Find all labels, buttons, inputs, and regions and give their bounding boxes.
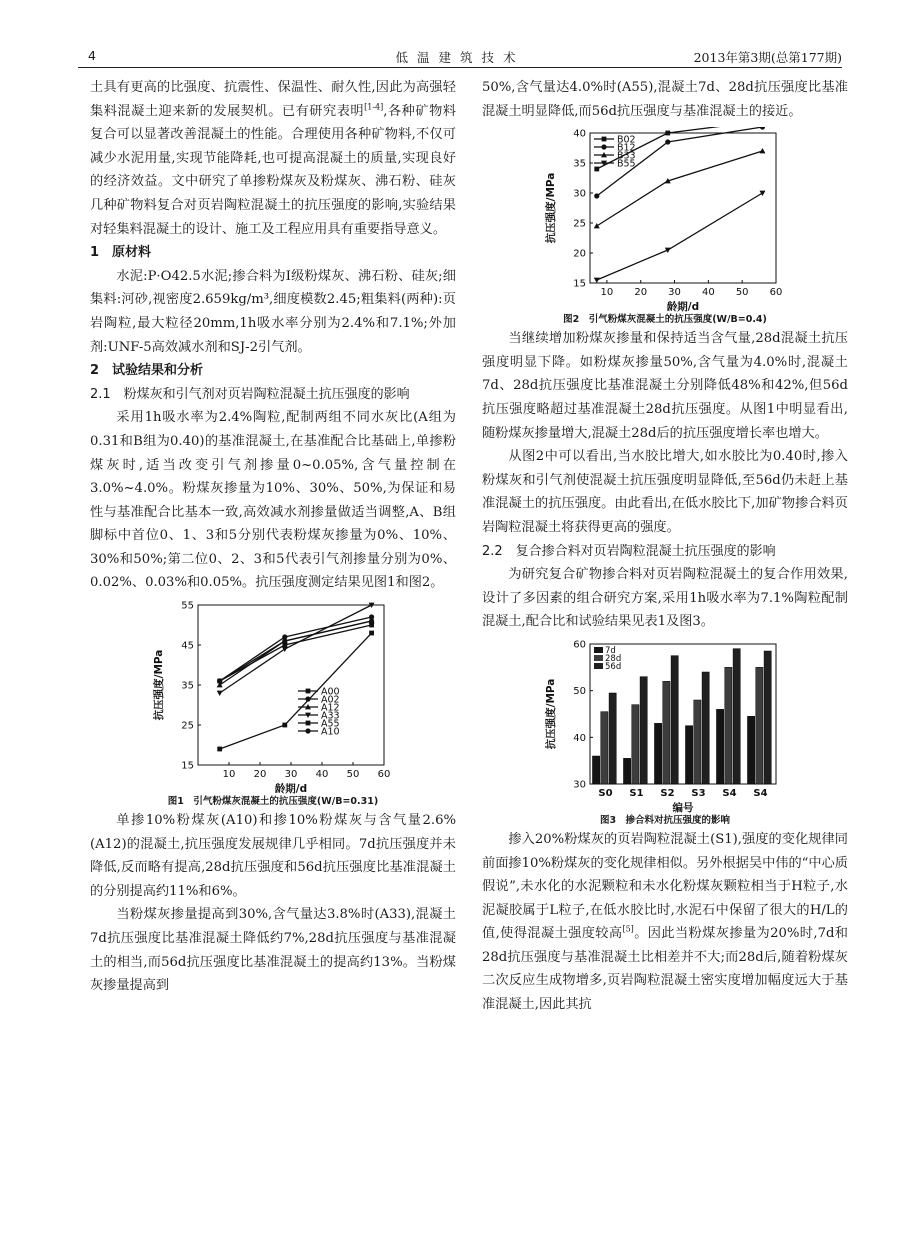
x-axis-label: 编号 <box>672 801 694 814</box>
y-axis-label: 抗压强度/MPa <box>545 172 557 244</box>
legend-label: B12 <box>617 142 636 154</box>
x-tick-label: S4 <box>722 787 737 799</box>
x-tick-label: 40 <box>701 287 715 299</box>
x-tick-label: 60 <box>377 769 391 781</box>
bar-7d <box>623 758 630 784</box>
figure-1-chart <box>148 599 398 795</box>
header-rule <box>78 67 842 68</box>
data-point-b02 <box>665 131 670 136</box>
y-tick-label: 20 <box>573 248 586 260</box>
legend-swatch <box>594 663 603 669</box>
data-point-a55 <box>282 723 287 728</box>
b-intro-paragraph: 当继续增加粉煤灰掺量和保持适当含气量,28d混凝土抗压强度明显下降。如粉煤灰掺量50%,含气量为4.0%时,混凝土7d、28d抗压强度比基准混凝土分别降低48%和42%,但56d抗压强度略超过基准混凝土28d抗压强度。从图1中明显看出,随粉煤灰掺量增大,混凝土28d后的抗压强度增长率也增大。 <box>482 331 848 441</box>
y-tick-label: 35 <box>573 158 586 170</box>
figure-2-caption: 图2 引气粉煤灰混凝土的抗压强度(W/B=0.4) <box>563 314 767 326</box>
legend-label: A33 <box>321 710 340 722</box>
bar-28d <box>632 705 639 784</box>
y-axis-label: 抗压强度/MPa <box>545 678 557 750</box>
legend-swatch <box>594 655 603 661</box>
a33-paragraph: 当粉煤灰掺量提高到30%,含气量达3.8%时(A33),混凝土7d抗压强度比基准混凝土降低约7%,28d抗压强度与基准混凝土的相当,而56d抗压强度比基准混凝土的提高约13%。当粉煤灰掺量提高到 <box>90 907 456 994</box>
data-point-a10 <box>282 638 287 643</box>
legend-swatch <box>594 647 603 653</box>
y-tick-label: 50 <box>573 686 586 698</box>
journal-title: 低温建筑技术 <box>395 50 525 65</box>
y-tick-label: 15 <box>573 278 586 290</box>
legend-label: B55 <box>617 158 636 170</box>
figure-3-caption: 图3 掺合料对抗压强度的影响 <box>599 814 731 826</box>
series-line-b55 <box>597 193 763 280</box>
issue-info: 2013年第3期(总第177期) <box>693 50 842 65</box>
citation: [1-4] <box>364 102 384 112</box>
legend-marker <box>306 721 311 726</box>
materials-paragraph: 水泥:P·O42.5水泥;掺合料为Ⅰ级粉煤灰、沸石粉、硅灰;细集料:河砂,视密度2.659kg/m³,细度模数2.45;粗集料(两种):页岩陶粒,最大粒径20mm,1h吸水率分别为2.4%和7.1%;外加剂:UNF-5高效减水剂和SJ-2引气剂。 <box>90 268 456 355</box>
x-tick-label: 30 <box>284 769 298 781</box>
legend-label: 7d <box>605 645 616 656</box>
y-axis-label: 抗压强度/MPa <box>153 649 165 721</box>
series-line-a33 <box>220 605 372 693</box>
data-point-a55 <box>217 747 222 752</box>
x-axis-label: 龄期/d <box>274 783 308 796</box>
x-tick-label: 50 <box>346 769 360 781</box>
legend-label: B33 <box>617 150 636 162</box>
bar-56d <box>764 651 771 784</box>
bar-28d <box>694 700 701 784</box>
section-2-2-paragraph: 为研究复合矿物掺合料对页岩陶粒混凝土的复合作用效果,设计了多因素的组合研究方案,采用1h吸水率为7.1%陶粒配制混凝土,配合比和试验结果见表1及图3。 <box>482 567 848 630</box>
bar-28d <box>725 667 732 784</box>
x-tick-label: S4 <box>753 787 768 799</box>
legend-label: A00 <box>321 686 340 698</box>
data-point-b33 <box>594 223 600 228</box>
data-point-a33 <box>217 691 223 696</box>
bar-56d <box>671 656 678 784</box>
bar-56d <box>640 677 647 784</box>
fig2-discussion-paragraph: 从图2中可以看出,当水胶比增大,如水胶比为0.40时,掺入粉煤灰和引气剂使混凝土抗压强度明显降低,至56d仍未赶上基准混凝土的抗压强度。由此看出,在低水胶比下,加矿物掺合料页岩陶粒混凝土将获得更高的强度。 <box>482 449 848 535</box>
y-tick-label: 30 <box>573 188 586 200</box>
s1-paragraph: 掺入20%粉煤灰的页岩陶粒混凝土(S1),强度的变化规律同前面掺10%粉煤灰的变化规律相似。另外根据吴中伟的“中心质假说”,未水化的水泥颗粒和未水化粉煤灰颗粒相当于H粒子,水泥凝胶属于L粒子,在低水胶比时,水泥石中保留了很大的H/L的值,使得混凝土强度较高[5]。因此当粉煤灰掺量为20%时,7d和28d抗压强度与基准混凝土比相差并不大;而28d后,随着粉煤灰二次反应生成物增多,页岩陶粒混凝土密实度增加幅度远大于基准混凝土,因此其抗 <box>482 831 848 1013</box>
legend-marker <box>602 137 607 142</box>
bar-7d <box>685 726 692 784</box>
x-axis-label: 龄期/d <box>666 301 700 314</box>
data-point-b33 <box>759 148 765 153</box>
bar-7d <box>654 723 661 784</box>
x-tick-label: 50 <box>735 287 749 299</box>
x-tick-label: 30 <box>668 287 681 299</box>
x-tick-label: 20 <box>253 769 267 781</box>
y-tick-label: 25 <box>181 720 194 732</box>
a10-paragraph: 单掺10%粉煤灰(A10)和掺10%粉煤灰与含气量2.6%(A12)的混凝土,抗压强度发展规律几乎相同。7d抗压强度并未降低,反而略有提高,28d抗压强度和56d抗压强度比基准混凝土的分别提高约11%和6%。 <box>90 813 456 899</box>
data-point-a10 <box>369 618 374 623</box>
intro-paragraph: 土具有更高的比强度、抗震性、保温性、耐久性,因此为高强轻集料混凝土迎来新的发展契机。已有研究表明[1-4],各种矿物料复合可以显著改善混凝土的性能。合理使用各种矿物料,不仅可减少水泥用量,实现节能降耗,也可提高混凝土的质量,实现良好的经济效益。文中研究了单掺粉煤灰及粉煤灰、沸石粉、硅灰几种矿物料复合对页岩陶粒混凝土的抗压强度的影响,实验结果对轻集料混凝土的设计、施工及工程应用具有重要指导意义。 <box>90 80 456 237</box>
legend-marker <box>306 689 311 694</box>
bar-7d <box>592 756 599 784</box>
series-line-a55 <box>220 633 372 749</box>
y-tick-label: 55 <box>181 600 194 612</box>
y-tick-label: 25 <box>573 218 586 230</box>
x-tick-label: S1 <box>629 787 644 799</box>
legend-label: A10 <box>321 726 340 738</box>
bar-28d <box>756 667 763 784</box>
data-point-b12 <box>760 127 765 130</box>
data-point-b55 <box>759 191 765 196</box>
legend-label: 56d <box>605 661 622 672</box>
x-tick-label: 20 <box>634 287 648 299</box>
figure-1-caption: 图1 引气粉煤灰混凝土的抗压强度(W/B=0.31) <box>167 796 379 808</box>
legend-marker <box>305 728 310 733</box>
y-tick-label: 45 <box>181 640 194 652</box>
data-point-a55 <box>369 631 374 636</box>
section-2-title: 2 试验结果和分析 <box>90 363 204 379</box>
a55-paragraph: 50%,含气量达4.0%时(A55),混凝土7d、28d抗压强度比基准混凝土明显降低,而56d抗压强度与基准混凝土的接近。 <box>482 80 848 119</box>
y-tick-label: 30 <box>573 779 586 791</box>
legend-marker <box>601 145 606 150</box>
series-line-a00 <box>220 625 372 681</box>
left-column <box>90 76 456 998</box>
data-point-b02 <box>594 167 599 172</box>
x-tick-label: 10 <box>222 769 236 781</box>
bar-7d <box>747 716 754 784</box>
section-1-title: 1 原材料 <box>90 245 152 261</box>
legend-label: B02 <box>617 134 636 146</box>
bar-56d <box>609 693 616 784</box>
section-2-2-title: 2.2 复合掺合料对页岩陶粒混凝土抗压强度的影响 <box>482 543 776 559</box>
x-tick-label: 10 <box>600 287 614 299</box>
page-header <box>78 46 842 68</box>
figure-2-chart <box>540 127 790 313</box>
bar-28d <box>663 681 670 784</box>
x-tick-label: S0 <box>598 787 613 799</box>
section-2-1-title: 2.1 粉煤灰和引气剂对页岩陶粒混凝土抗压强度的影响 <box>90 386 410 402</box>
y-tick-label: 15 <box>181 760 194 772</box>
page-number: 4 <box>88 48 96 63</box>
x-tick-label: S3 <box>691 787 706 799</box>
y-tick-label: 40 <box>573 732 586 744</box>
y-tick-label: 35 <box>181 680 194 692</box>
y-tick-label: 40 <box>573 128 586 140</box>
bar-56d <box>733 649 740 784</box>
citation: [5] <box>622 924 634 934</box>
data-point-a10 <box>217 678 222 683</box>
legend-label: A12 <box>321 702 340 714</box>
legend-label: A02 <box>321 694 340 706</box>
right-column <box>482 76 848 1017</box>
legend-label: 28d <box>605 653 622 664</box>
figure-3-chart <box>540 638 790 814</box>
data-point-b12 <box>594 194 599 199</box>
x-tick-label: 40 <box>315 769 329 781</box>
data-point-b12 <box>665 140 670 145</box>
x-tick-label: 60 <box>769 287 783 299</box>
y-tick-label: 60 <box>573 639 586 651</box>
bar-7d <box>716 709 723 784</box>
x-tick-label: S2 <box>660 787 675 799</box>
legend-label: A55 <box>321 718 340 730</box>
bar-28d <box>601 712 608 784</box>
bar-56d <box>702 672 709 784</box>
data-point-b55 <box>594 278 600 283</box>
section-2-1-paragraph: 采用1h吸水率为2.4%陶粒,配制两组不同水灰比(A组为0.31和B组为0.40)的基准混凝土,在基准配合比基础上,单掺粉煤灰时,适当改变引气剂掺量0~0.05%,含气量控制在3.0%~4.0%。粉煤灰掺量为10%、30%、50%,为保证和易性与基准配合比基本一致,高效减水剂掺量做适当调整,A、B组脚标中首位0、1、3和5分别代表粉煤灰掺量为0%、10%、30%和50%;第二位0、2、3和5代表引气剂掺量分别为0%、0.02%、0.03%和0.05%。抗压强度测定结果见图1和图2。 <box>90 410 456 591</box>
